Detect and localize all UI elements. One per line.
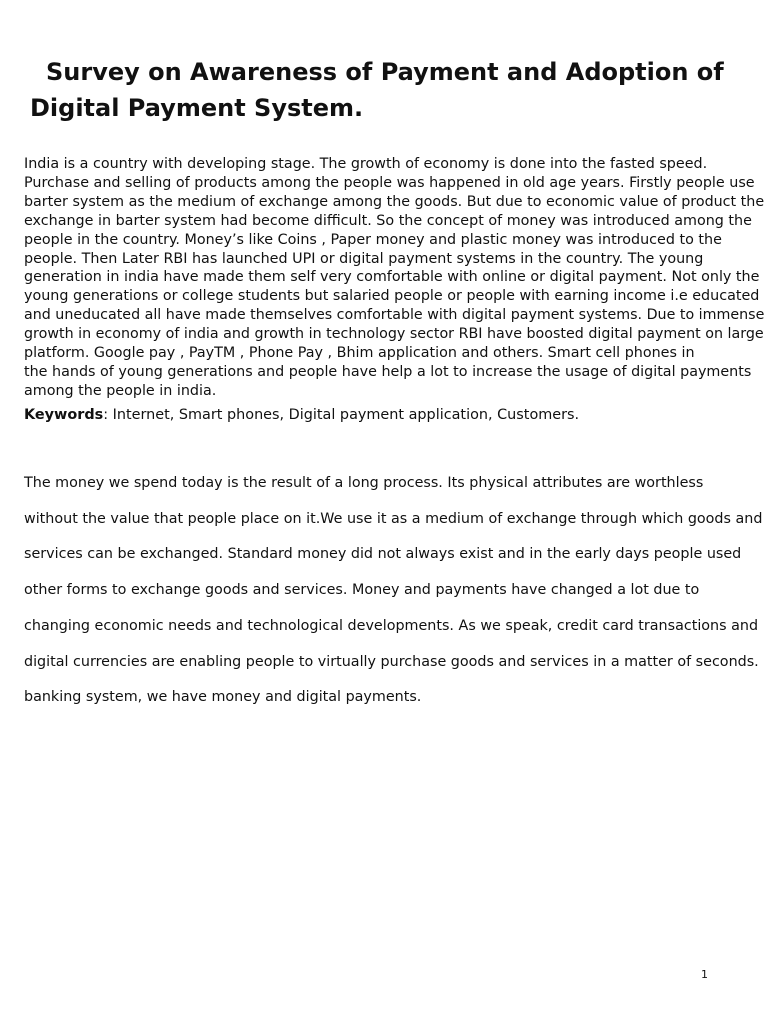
abstract-line: generation in india have made them self very comfortable with online or digital payment. Not only the xyxy=(24,269,760,286)
body-line: banking system, we have money and digital payments. xyxy=(24,689,422,706)
body-line: digital currencies are enabling people to virtually purchase goods and services in a matter of seconds. xyxy=(24,653,759,670)
abstract-line: people in the country. Money’s like Coins , Paper money and plastic money was introduced to the xyxy=(24,231,722,248)
abstract-line: India is a country with developing stage. The growth of economy is done into the fasted speed. xyxy=(24,156,708,172)
abstract-line: among the people in india. xyxy=(24,382,217,399)
abstract-line: the hands of young generations and people have help a lot to increase the usage of digital payments xyxy=(24,363,752,380)
document-title xyxy=(30,54,750,126)
abstract-line: people. Then Later RBI has launched UPI or digital payment systems in the country. The young xyxy=(24,250,704,267)
title-line: Digital Payment System. xyxy=(30,94,364,122)
abstract-paragraph xyxy=(24,155,768,401)
keywords-line xyxy=(24,406,579,425)
abstract-line: barter system as the medium of exchange among the goods. But due to economic value of product the xyxy=(24,193,765,210)
body-paragraph xyxy=(24,466,768,716)
body-line: changing economic needs and technological developments. As we speak, credit card transactions and xyxy=(24,617,759,634)
abstract-line: exchange in barter system had become difficult. So the concept of money was introduced among the xyxy=(24,212,752,229)
body-line: without the value that people place on it.We use it as a medium of exchange through which goods and xyxy=(24,510,763,527)
abstract-line: platform. Google pay , PayTM , Phone Pay , Bhim application and others. Smart cell phones in xyxy=(24,345,695,362)
keywords-label: Keywords xyxy=(24,407,104,423)
abstract-line: growth in economy of india and growth in technology sector RBI have boosted digital payment on large xyxy=(24,326,764,343)
keywords-text: : Internet, Smart phones, Digital payment application, Customers. xyxy=(103,407,580,423)
body-line: services can be exchanged. Standard money did not always exist and in the early days people used xyxy=(24,546,742,563)
body-line: The money we spend today is the result of a long process. Its physical attributes are worthless xyxy=(24,475,704,491)
body-line: other forms to exchange goods and services. Money and payments have changed a lot due to xyxy=(24,582,700,599)
page-number: 1 xyxy=(701,968,708,981)
title-line: Survey on Awareness of Payment and Adoption of xyxy=(46,58,724,86)
abstract-line: and uneducated all have made themselves comfortable with digital payment systems. Due to immense xyxy=(24,307,765,324)
abstract-line: young generations or college students but salaried people or people with earning income i.e educated xyxy=(24,288,760,305)
abstract-line: Purchase and selling of products among the people was happened in old age years. Firstly people use xyxy=(24,174,755,191)
